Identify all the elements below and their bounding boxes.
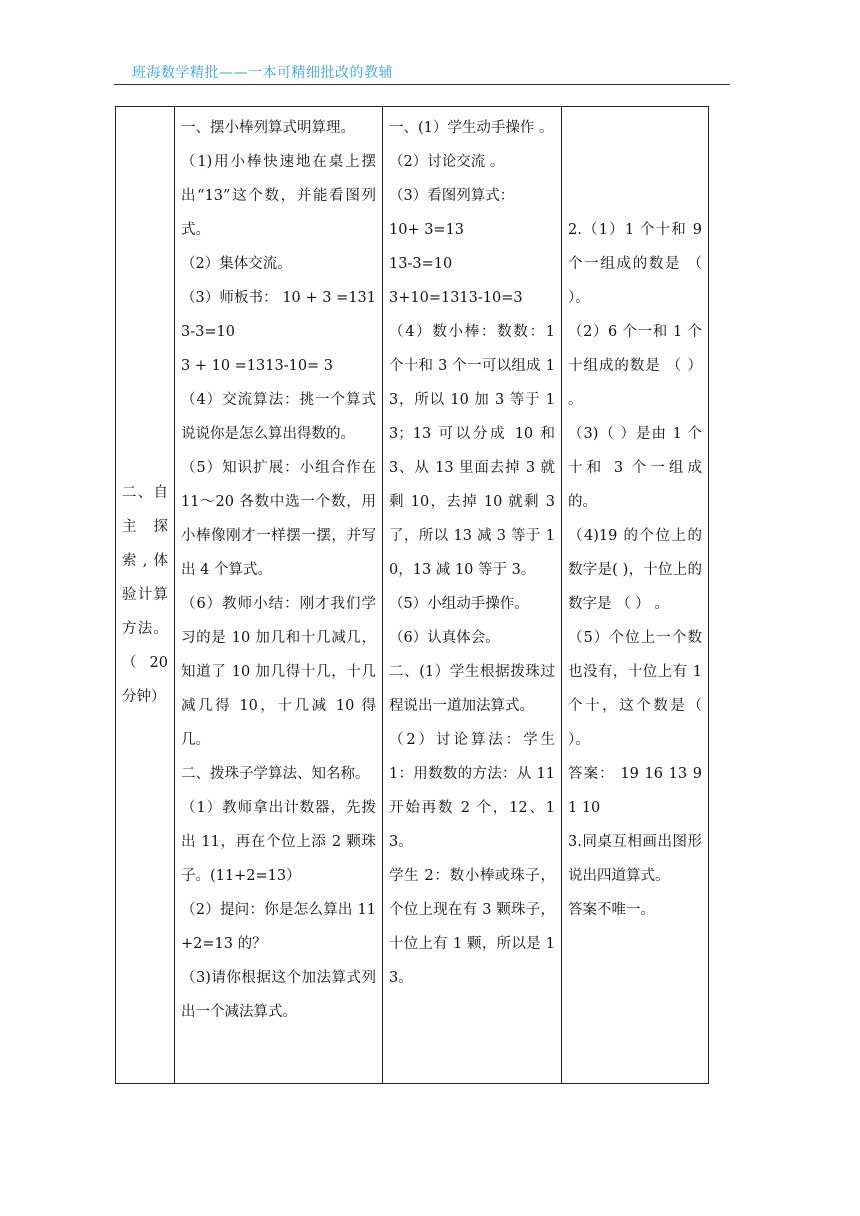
student-line: 学生 2：数小棒或珠子，个位上现在有 3 颗珠子，十位上有 1 颗，所以是 13。 [389,868,555,986]
student-line: 二、(1）学生根据拨珠过程说出一道加法算式。 [389,664,555,714]
exercise-line: 3.同桌互相画出图形说出四道算式。 [568,834,702,884]
header-title: 班海数学精批——一本可精细批改的教辅 [132,65,393,81]
exercise-line: 答案不唯一。 [568,902,655,918]
exercise-line: 答案： 19 16 13 91 10 [568,766,702,816]
exercise-line: （3)（ ）是由 1 个十和 3 个一组成的。 [568,426,702,510]
exercise-line: （5）个位上一个数也没有，十位上有 1 个十，这个数是（ ）。 [568,630,702,748]
teacher-line: （2）集体交流。 [181,256,292,272]
exercise-line: （2）6 个一和 1 个十组成的数是 （ ） 。 [568,324,702,408]
teacher-line: （4）交流算法：挑一个算式说说你是怎么算出得数的。 [181,392,376,442]
student-line: （3）看图列算式： [389,188,515,204]
student-line: 3+10=1313-10=3 [389,290,523,306]
teacher-line: （1)用小棒快速地在桌上摆出“13”这个数，并能看图列式。 [181,154,376,238]
teacher-line: （1）教师拿出计数器，先拨出 11，再在个位上添 2 颗珠子。(11+2=13） [181,800,376,884]
exercise-line: （4)19 的个位上的数字是( )，十位上的数字是 （ ） 。 [568,528,702,612]
exercise-line: 2.（1）1 个十和 9 个一组成的数是 （ ）。 [568,222,702,306]
student-activity-cell [383,107,562,1084]
student-line: 10+ 3=13 [389,222,465,238]
section-label: 二、自主探索,体验计算方法。（20 分钟） [122,485,168,705]
student-line: （5）小组动手操作。 [389,596,529,612]
section-label-cell [116,107,175,1084]
table-row [116,107,709,1084]
student-line: （6）认真体会。 [389,630,500,646]
header-rule [114,84,730,85]
teacher-line: 二、拨珠子学算法、知名称。 [181,766,370,782]
lesson-plan-table [115,106,709,1084]
teacher-line: （6）教师小结：刚才我们学习的是 10 加几和十几减几，知道了 10 加几得十几，十几减几得 10，十几减 10 得几。 [181,596,376,748]
teacher-line: （3)请你根据这个加法算式列出一个减法算式。 [181,970,376,1020]
teacher-line: （2）提问：你是怎么算出 11+2=13 的？ [181,902,376,952]
teacher-activity-cell [175,107,383,1084]
student-line: （2）讨论交流 。 [389,154,505,170]
student-line: （2）讨论算法：学生 1：用数数的方法：从 11 开始再数 2 个，12、13。 [389,732,555,850]
teacher-line: 一、摆小棒列算式明算理。 [181,120,355,136]
student-line: （4）数小棒：数数：1 个十和 3 个一可以组成 13，所以 10 加 3 等于 13；13 可以分成 10 和 3、从 13 里面去掉 3 就剩 10，去掉 10 就剩 3 了，所以 13 减 3 等于 10，13 减 10 等于 3。 [389,324,555,578]
exercise-cell [562,107,709,1084]
teacher-line: 3 + 10 =1313-10= 3 [181,358,334,374]
student-line: 13-3=10 [389,256,453,272]
student-line: 一、(1）学生动手操作 。 [389,120,554,136]
teacher-line: （5）知识扩展：小组合作在 11～20 各数中选一个数，用小棒像刚才一样摆一摆，并写出 4 个算式。 [181,460,376,578]
teacher-line: （3）师板书： 10 + 3 =1313-3=10 [181,290,376,340]
